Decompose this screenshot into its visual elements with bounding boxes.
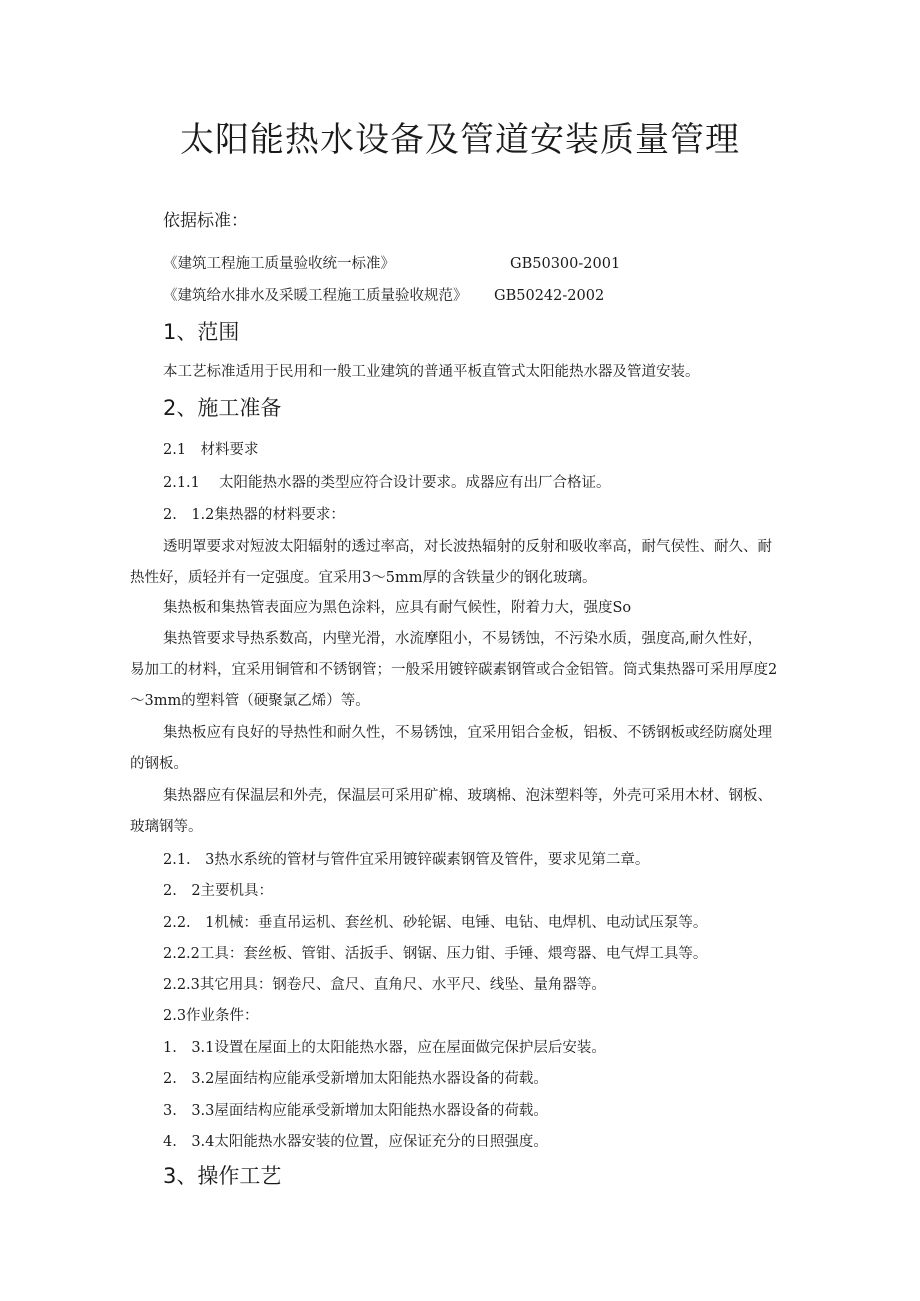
basis-heading: 依据标准： (163, 211, 248, 231)
paragraph-line: 1. 3.1设置在屋面上的太阳能热水器，应在屋面做完保护层后安装。 (163, 1040, 606, 1056)
paragraph-line: 2. 3.2屋面结构应能承受新增加太阳能热水器设备的荷载。 (163, 1071, 548, 1087)
paragraph-line: 3. 3.3屋面结构应能承受新增加太阳能热水器设备的荷载。 (163, 1103, 548, 1119)
page-title: 太阳能热水设备及管道安装质量管理 (180, 120, 740, 160)
paragraph-line: 集热板应有良好的导热性和耐久性，不易锈蚀，宜采用铝合金板，铝板、不锈钢板或经防腐处理 (163, 725, 772, 741)
paragraph-line: 2.2.3其它用具：钢卷尺、盒尺、直角尺、水平尺、线坠、量角器等。 (163, 977, 606, 993)
section-3-heading: 3、操作工艺 (163, 1164, 282, 1188)
paragraph-line: 4. 3.4太阳能热水器安装的位置，应保证充分的日照强度。 (163, 1134, 548, 1150)
paragraph-line: 2.1.1 太阳能热水器的类型应符合设计要求。成器应有出厂合格证。 (163, 475, 611, 491)
paragraph-line: 2.1. 3热水系统的管材与管件宜采用镀锌碳素钢管及管件，要求见第二章。 (163, 852, 650, 868)
paragraph-line: 热性好，质轻并有一定强度。宜采用3～5mm厚的含铁量少的钢化玻璃。 (130, 570, 597, 586)
paragraph-line: 2.2.2工具：套丝板、管钳、活扳手、钢锯、压力钳、手锤、煨弯器、电气焊工具等。 (163, 946, 708, 962)
paragraph-line: 集热器应有保温层和外壳，保温层可采用矿棉、玻璃棉、泡沫塑料等，外壳可采用木材、钢板、 (163, 788, 772, 804)
standard-code-1: GB50300-2001 (510, 256, 621, 272)
paragraph-line: 2.2. 1机械：垂直吊运机、套丝机、砂轮锯、电锤、电钻、电焊机、电动试压泵等。 (163, 915, 708, 931)
paragraph-line: ～3mm的塑料管（硬聚氯乙烯）等。 (130, 693, 370, 709)
section-2-heading: 2、施工准备 (163, 396, 282, 420)
standard-code-2: GB50242-2002 (494, 288, 605, 304)
standard-name-1: 《建筑工程施工质量验收统一标准》 (163, 256, 395, 272)
paragraph-line: 易加工的材料，宜采用铜管和不锈钢管；一般采用镀锌碳素钢管或合金铝管。筒式集热器可采用厚度2 (130, 662, 778, 678)
paragraph-line: 集热板和集热管表面应为黑色涂料，应具有耐气候性，附着力大，强度So (163, 600, 632, 616)
paragraph-line: 2. 1.2集热器的材料要求： (163, 507, 345, 523)
paragraph-line: 的钢板。 (130, 756, 188, 772)
standard-name-2: 《建筑给水排水及采暖工程施工质量验收规范》 (163, 288, 468, 304)
section-1-text: 本工艺标准适用于民用和一般工业建筑的普通平板直管式太阳能热水器及管道安装。 (163, 364, 700, 380)
paragraph-line: 玻璃钢等。 (130, 819, 203, 835)
paragraph-line: 2.3作业条件： (163, 1008, 259, 1024)
paragraph-line: 透明罩要求对短波太阳辐射的透过率高，对长波热辐射的反射和吸收率高，耐气侯性、耐久、耐 (163, 539, 772, 555)
paragraph-line: 集热管要求导热系数高，内壁光滑，水流摩阻小，不易锈蚀，不污染水质，强度高,耐久性好， (163, 631, 763, 647)
paragraph-line: 2. 2主要机具： (163, 883, 274, 899)
section-1-heading: 1、范围 (163, 320, 240, 344)
paragraph-line: 2.1 材料要求 (163, 442, 259, 458)
